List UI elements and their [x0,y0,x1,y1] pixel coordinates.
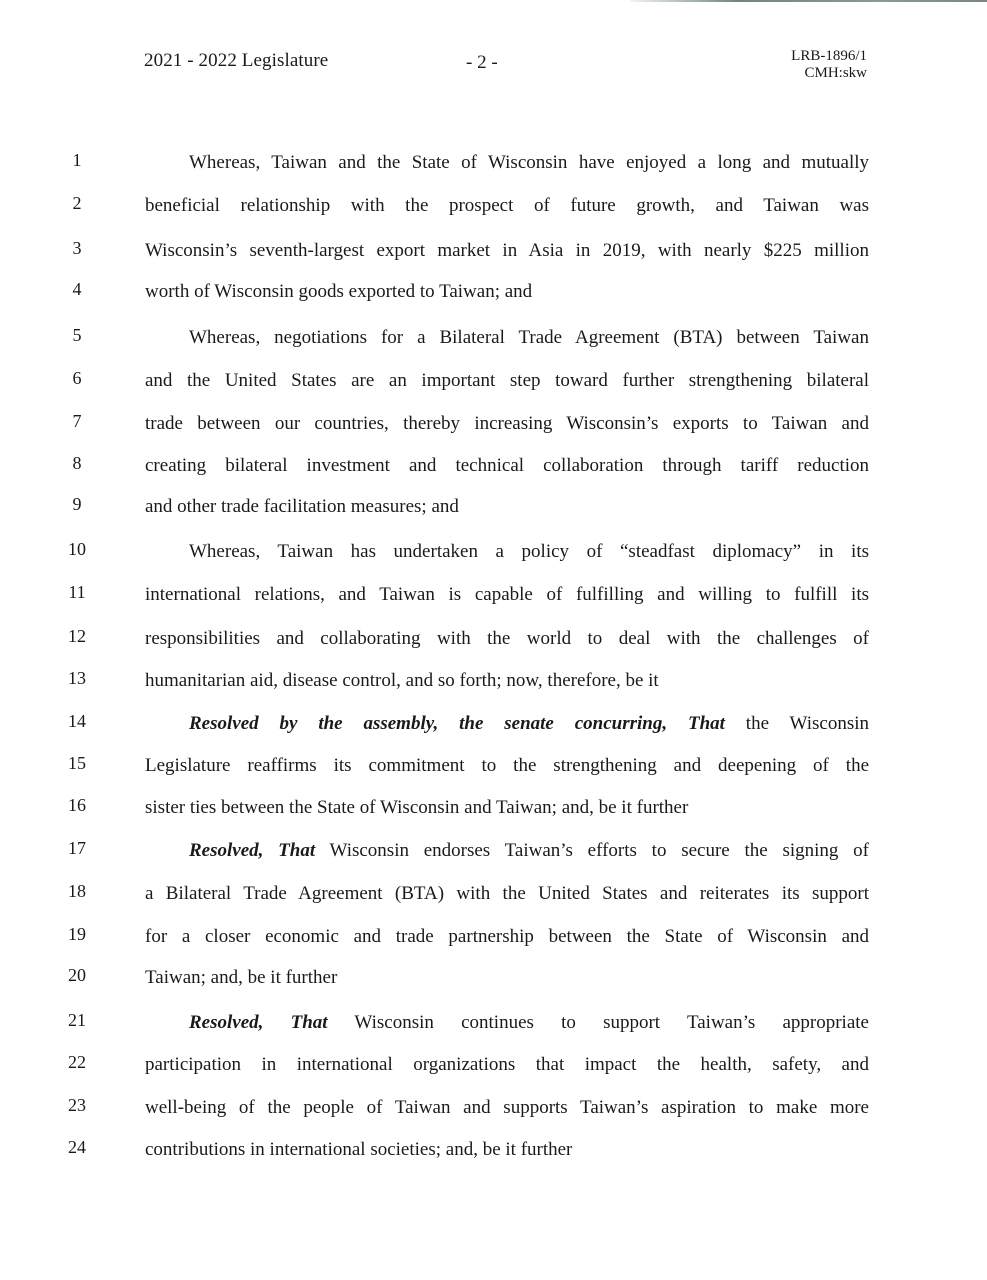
line-number: 17 [68,838,86,858]
numbered-line [0,1135,987,1178]
line-number: 15 [68,753,86,773]
line-text: worth of Wisconsin goods exported to Taiwan; and [145,281,533,302]
numbered-line [0,963,987,1006]
line-number: 11 [68,582,86,602]
numbered-line [0,879,987,922]
numbered-line [0,624,987,667]
numbered-line [0,751,987,794]
line-text: beneficial relationship with the prospect of future growth, and Taiwan was [145,195,869,216]
line-text: Whereas, Taiwan has undertaken a policy of “steadfast diplomacy” in its [189,541,869,562]
line-number: 9 [72,494,82,514]
line-text: international relations, and Taiwan is capable of fulfilling and willing to fulfill its [145,584,869,605]
drafter-code: CMH:skw [804,65,867,81]
numbered-line [0,409,987,452]
line-text: and the United States are an important step toward further strengthening bilateral [145,370,869,391]
line-text: Whereas, Taiwan and the State of Wisconsin have enjoyed a long and mutually [189,152,869,173]
numbered-line [0,922,987,965]
line-text [189,1012,869,1034]
numbered-line [0,148,987,191]
line-text: Taiwan; and, be it further [145,967,338,988]
line-text: well-being of the people of Taiwan and supports Taiwan’s aspiration to make more [145,1097,869,1118]
line-text [189,713,869,735]
line-text: responsibilities and collaborating with the world to deal with the challenges of [145,628,869,649]
numbered-line [0,836,987,879]
numbered-line [0,793,987,836]
resolved-clause: Resolved by the assembly, the senate concurring, That [189,713,725,734]
clause-text: Wisconsin continues to support Taiwan’s appropriate [327,1012,869,1033]
scan-edge-artifact [630,0,987,2]
numbered-line [0,323,987,366]
page-header [0,44,987,94]
numbered-line [0,236,987,279]
clause-text: the Wisconsin [724,713,869,734]
drafting-reference [791,48,867,82]
line-number: 18 [68,881,86,901]
numbered-line [0,709,987,752]
line-number: 19 [68,924,86,944]
line-text: Legislature reaffirms its commitment to the strengthening and deepening of the [145,755,869,776]
line-text: a Bilateral Trade Agreement (BTA) with the United States and reiterates its support [145,883,869,904]
numbered-line [0,366,987,409]
line-number: 16 [68,795,86,815]
line-number: 3 [72,238,82,258]
numbered-line [0,492,987,535]
line-number: 2 [72,193,82,213]
line-number: 10 [68,539,86,559]
line-text: creating bilateral investment and technical collaboration through tariff reduction [145,455,869,476]
line-number: 13 [68,668,86,688]
numbered-line [0,580,987,623]
line-text: participation in international organizations that impact the health, safety, and [145,1054,869,1075]
line-text: and other trade facilitation measures; and [145,496,459,517]
line-text [189,840,869,862]
line-number: 6 [72,368,82,388]
line-number: 22 [68,1052,86,1072]
lrb-number: LRB-1896/1 [791,48,867,64]
resolved-clause: Resolved, That [189,1012,328,1033]
line-number: 14 [68,711,86,731]
numbered-line [0,1050,987,1093]
line-text: humanitarian aid, disease control, and so forth; now, therefore, be it [145,670,659,691]
numbered-line [0,537,987,580]
line-text: Whereas, negotiations for a Bilateral Trade Agreement (BTA) between Taiwan [189,327,869,348]
line-text: trade between our countries, thereby increasing Wisconsin’s exports to Taiwan and [145,413,869,434]
numbered-line [0,666,987,709]
line-number: 7 [72,411,82,431]
clause-text: Wisconsin endorses Taiwan’s efforts to secure the signing of [315,840,869,861]
line-number: 1 [72,150,82,170]
line-text: contributions in international societies; and, be it further [145,1139,573,1160]
numbered-line [0,191,987,234]
legislature-session: 2021 - 2022 Legislature [144,50,329,71]
numbered-line [0,277,987,320]
line-text: Wisconsin’s seventh-largest export market in Asia in 2019, with nearly $225 million [145,240,869,261]
line-number: 4 [72,279,82,299]
numbered-line [0,1008,987,1051]
page-number: - 2 - [466,52,498,73]
line-number: 12 [68,626,86,646]
resolved-clause: Resolved, That [189,840,316,861]
line-text: for a closer economic and trade partnership between the State of Wisconsin and [145,926,869,947]
line-number: 5 [72,325,82,345]
numbered-line [0,451,987,494]
line-number: 21 [68,1010,86,1030]
line-number: 24 [68,1137,86,1157]
line-number: 20 [68,965,86,985]
line-text: sister ties between the State of Wisconsin and Taiwan; and, be it further [145,797,689,818]
line-number: 23 [68,1095,86,1115]
numbered-line [0,1093,987,1136]
line-number: 8 [72,453,82,473]
